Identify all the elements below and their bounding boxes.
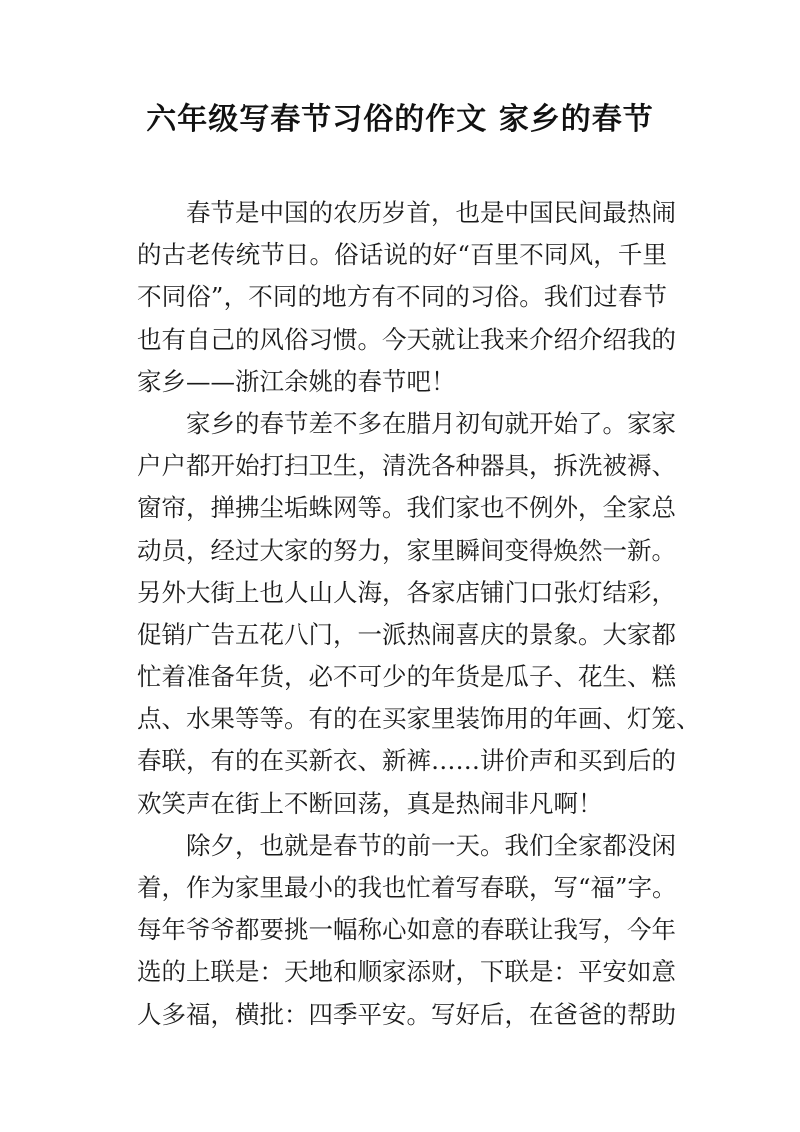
paragraph-2-line-3: 窗帘，掸拂尘垢蛛网等。我们家也不例外，全家总 bbox=[137, 493, 676, 523]
page-title: 六年级写春节习俗的作文 家乡的春节 bbox=[146, 102, 654, 137]
paragraph-2-line-1: 家乡的春节差不多在腊月初旬就开始了。家家 bbox=[186, 408, 676, 438]
paragraph-2-line-5: 另外大街上也人山人海，各家店铺门口张灯结彩， bbox=[137, 577, 676, 607]
paragraph-2-line-8: 点、水果等等。有的在买家里装饰用的年画、灯笼、 bbox=[137, 704, 701, 734]
paragraph-2-line-6: 促销广告五花八门，一派热闹喜庆的景象。大家都 bbox=[137, 619, 676, 649]
paragraph-1-line-4: 也有自己的风俗习惯。今天就让我来介绍介绍我的 bbox=[137, 324, 676, 354]
paragraph-1-line-1: 春节是中国的农历岁首，也是中国民间最热闹 bbox=[186, 198, 676, 227]
paragraph-3-line-5: 人多福，横批：四季平安。写好后，在爸爸的帮助 bbox=[137, 999, 676, 1029]
paragraph-1-line-3: 不同俗”，不同的地方有不同的习俗。我们过春节 bbox=[137, 282, 667, 312]
paragraph-1-line-2: 的古老传统节日。俗话说的好“百里不同风，千里 bbox=[137, 240, 667, 270]
paragraph-2-line-9: 春联，有的在买新衣、新裤……讲价声和买到后的 bbox=[137, 746, 676, 776]
essay-body bbox=[137, 192, 701, 1036]
paragraph-3-line-2: 着，作为家里最小的我也忙着写春联，写“福”字。 bbox=[137, 873, 677, 902]
paragraph-1-line-5: 家乡——浙江余姚的春节吧！ bbox=[137, 366, 456, 396]
paragraph-3-line-4: 选的上联是：天地和顺家添财，下联是：平安如意 bbox=[137, 957, 676, 987]
paragraph-3-line-3: 每年爷爷都要挑一幅称心如意的春联让我写，今年 bbox=[137, 915, 676, 945]
paragraph-3-line-1: 除夕，也就是春节的前一天。我们全家都没闲 bbox=[186, 830, 676, 860]
paragraph-2-line-2: 户户都开始打扫卫生，清洗各种器具，拆洗被褥、 bbox=[137, 451, 676, 481]
paragraph-2-line-7: 忙着准备年货，必不可少的年货是瓜子、花生、糕 bbox=[137, 662, 676, 692]
paragraph-2-line-4: 动员，经过大家的努力，家里瞬间变得焕然一新。 bbox=[137, 535, 676, 565]
paragraph-2-line-10: 欢笑声在街上不断回荡，真是热闹非凡啊！ bbox=[137, 788, 603, 818]
